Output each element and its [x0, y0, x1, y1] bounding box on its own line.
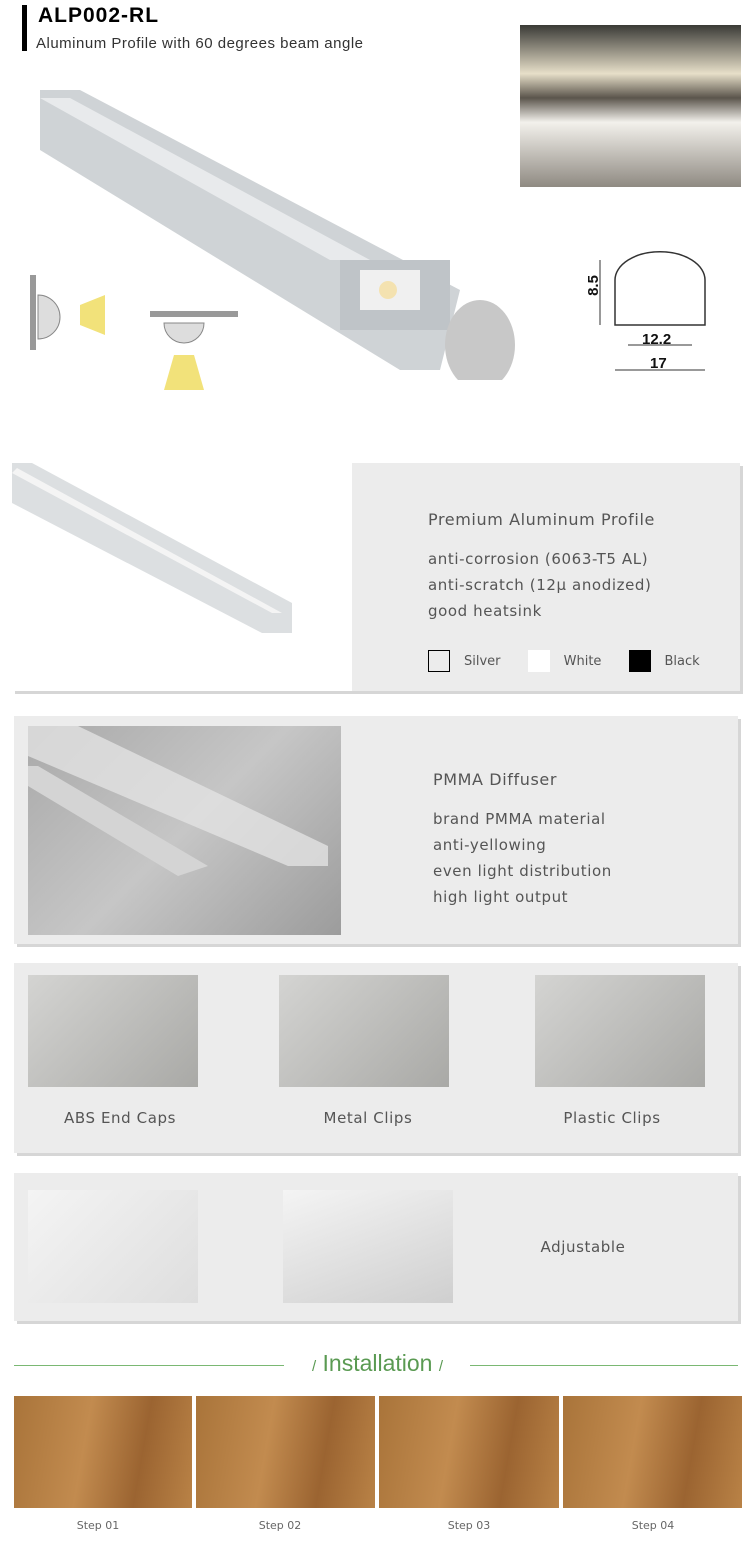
black-swatch — [629, 650, 651, 672]
silver-label: Silver — [464, 653, 501, 669]
dimension-inner-width: 12.2 — [642, 331, 672, 348]
dimension-outer-width: 17 — [650, 355, 667, 372]
feature-item: anti-yellowing — [433, 836, 547, 854]
end-caps-label: ABS End Caps — [63, 1109, 177, 1127]
ceiling-mount-icon — [150, 295, 240, 395]
step-03-label: Step 03 — [447, 1519, 491, 1532]
silver-swatch — [428, 650, 450, 672]
divider-line-left — [14, 1365, 284, 1366]
product-title: ALP002-RL — [38, 4, 160, 27]
plastic-clips-label: Plastic Clips — [563, 1109, 661, 1127]
black-label: Black — [664, 653, 700, 669]
feature-item: anti-corrosion (6063-T5 AL) — [428, 550, 649, 568]
color-options — [428, 650, 722, 672]
adjustable-mounted-photo — [283, 1190, 453, 1303]
feature-item: good heatsink — [428, 602, 542, 620]
dimension-height: 8.5 — [584, 275, 602, 296]
feature-item: anti-scratch (12μ anodized) — [428, 576, 652, 594]
end-caps-photo — [28, 975, 198, 1087]
divider-line-right — [470, 1365, 738, 1366]
step-02-photo — [196, 1396, 375, 1508]
step-03-photo — [379, 1396, 559, 1508]
profile-features — [428, 546, 651, 624]
kitchen-application-photo — [520, 25, 741, 187]
profile-heading: Premium Aluminum Profile — [428, 510, 655, 529]
white-swatch — [528, 650, 550, 672]
side-mount-icon — [20, 275, 110, 355]
diffuser-features — [433, 806, 612, 910]
step-04-photo — [563, 1396, 742, 1508]
diffuser-heading: PMMA Diffuser — [433, 770, 558, 789]
title-accent-bar — [22, 5, 27, 51]
profile-photo — [12, 463, 352, 691]
step-02-label: Step 02 — [258, 1519, 302, 1532]
product-subtitle: Aluminum Profile with 60 degrees beam angle — [36, 35, 364, 52]
installation-heading — [300, 1350, 455, 1377]
metal-clips-label: Metal Clips — [323, 1109, 413, 1127]
feature-item: even light distribution — [433, 862, 612, 880]
adjustable-bracket-photo — [28, 1190, 198, 1303]
metal-clips-photo — [279, 975, 449, 1087]
adjustable-label: Adjustable — [540, 1238, 626, 1256]
step-04-label: Step 04 — [631, 1519, 675, 1532]
profile-product-image — [40, 90, 520, 380]
diffuser-photo — [28, 726, 341, 935]
feature-item: brand PMMA material — [433, 810, 606, 828]
step-01-photo — [14, 1396, 192, 1508]
plastic-clips-photo — [535, 975, 705, 1087]
slash-mark: / — [438, 1358, 444, 1375]
white-label: White — [563, 653, 602, 669]
installation-title: Installation — [322, 1350, 433, 1376]
feature-item: high light output — [433, 888, 569, 906]
step-01-label: Step 01 — [76, 1519, 120, 1532]
slash-mark: / — [311, 1358, 317, 1375]
